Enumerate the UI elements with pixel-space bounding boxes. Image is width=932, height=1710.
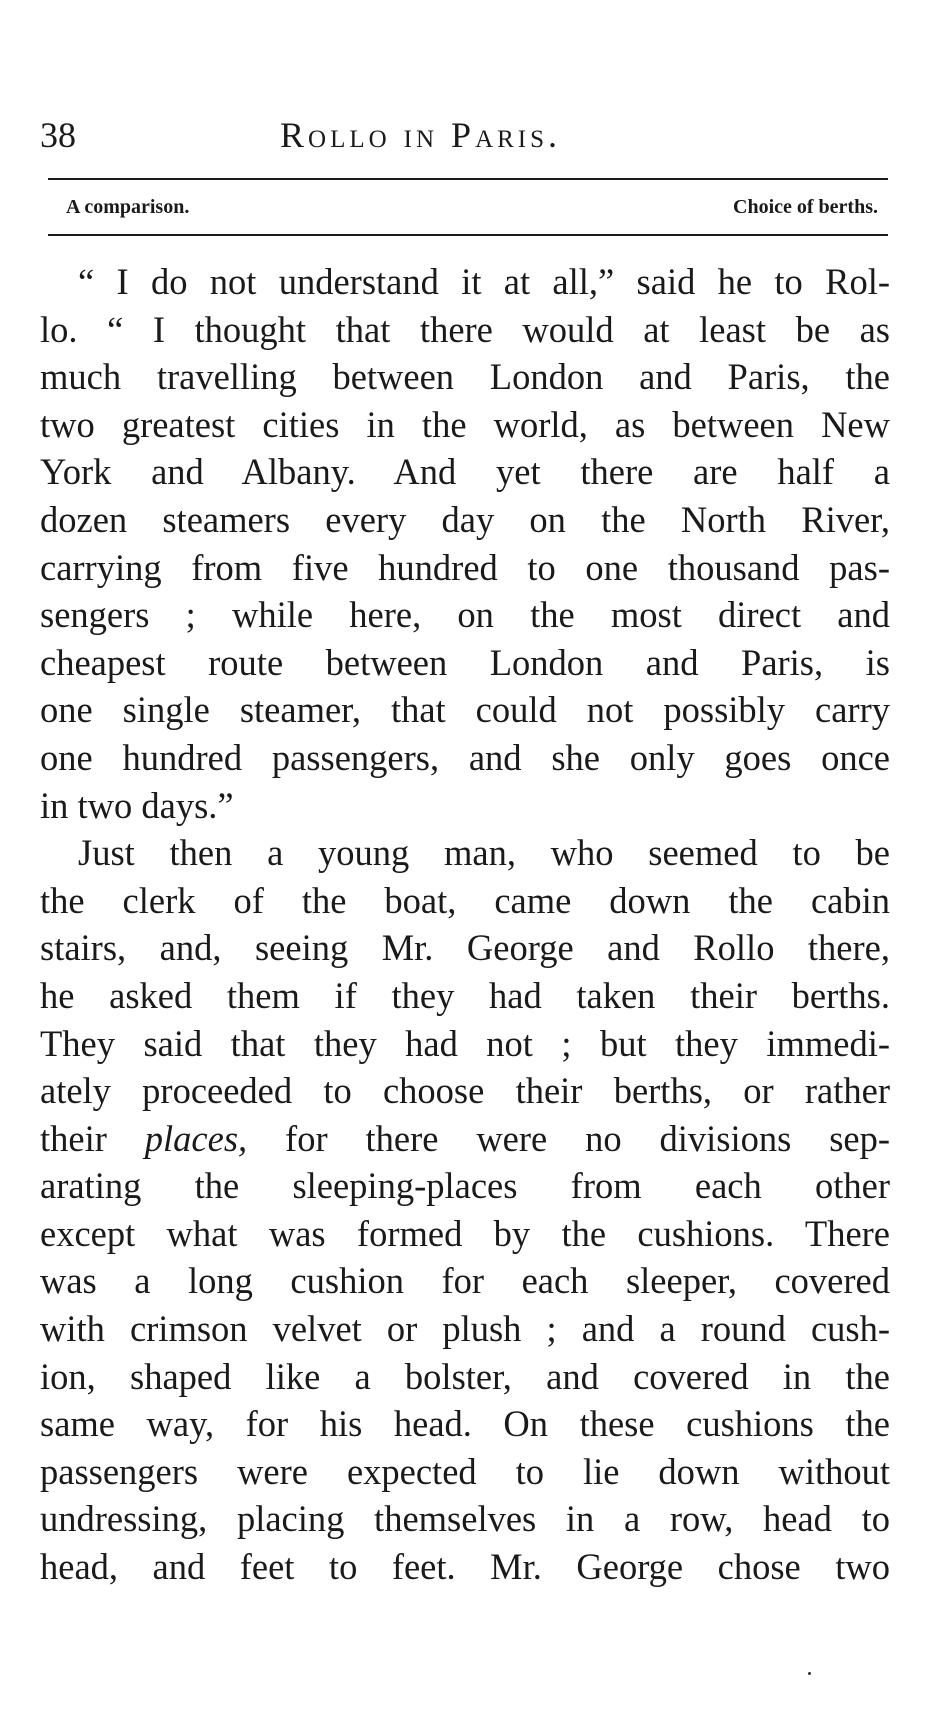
text-line: the clerk of the boat, came down the cabin [40, 879, 890, 921]
text-line: same way, for his head. On these cushions the [40, 1403, 890, 1445]
text-line: in two days.” [40, 784, 234, 826]
page-header [40, 112, 890, 162]
italic-word: places, [144, 1117, 248, 1159]
text-line: “ I do not understand it at all,” said he to Rol- [78, 261, 890, 302]
text-line: Just then a young man, who seemed to be [78, 832, 890, 874]
running-title: Rollo in Paris. [280, 115, 562, 155]
text-line: one hundred passengers, and she only goes once [40, 736, 890, 778]
text-line: ion, shaped like a bolster, and covered in the [40, 1355, 890, 1397]
text-line: They said that they had not ; but they immedi- [40, 1022, 890, 1064]
text-line: with crimson velvet or plush ; and a round cush- [40, 1308, 890, 1350]
text-line: cheapest route between London and Paris, is [40, 641, 890, 683]
text-line: he asked them if they had taken their berths. [40, 974, 890, 1016]
text-line: dozen steamers every day on the North River, [40, 498, 890, 540]
text-line: ately proceeded to choose their berths, or rather [40, 1070, 890, 1112]
page-number: 38 [40, 115, 76, 155]
sidenote-right: Choice of berths. [733, 196, 878, 218]
text-fragment: for there were no divisions sep- [285, 1117, 891, 1159]
text-line: lo. “ I thought that there would at least be as [40, 308, 890, 350]
header-rule-bottom [48, 234, 888, 236]
text-line: undressing, placing themselves in a row, head to [40, 1498, 890, 1540]
text-line: two greatest cities in the world, as between New [40, 403, 890, 445]
text-line: sengers ; while here, on the most direct and [40, 594, 890, 636]
print-speck [808, 1672, 811, 1675]
text-line: except what was formed by the cushions. There [40, 1212, 890, 1254]
text-line: York and Albany. And yet there are half a [40, 451, 890, 493]
header-rule-top [48, 178, 888, 180]
text-line: one single steamer, that could not possibly carry [40, 689, 890, 731]
text-line: much travelling between London and Paris, the [40, 356, 890, 398]
text-line: arating the sleeping-places from each other [40, 1165, 890, 1207]
text-line: passengers were expected to lie down without [40, 1450, 890, 1492]
marginal-notes [48, 188, 888, 226]
text-line: head, and feet to feet. Mr. George chose two [40, 1546, 890, 1588]
text-line: was a long cushion for each sleeper, covered [40, 1260, 890, 1302]
body-text [40, 258, 890, 1591]
text-line-with-italic [40, 1115, 890, 1163]
sidenote-left: A comparison. [66, 196, 190, 218]
text-fragment: their [40, 1117, 107, 1159]
text-line: carrying from five hundred to one thousand pas- [40, 546, 890, 588]
text-line: stairs, and, seeing Mr. George and Rollo there, [40, 927, 890, 969]
